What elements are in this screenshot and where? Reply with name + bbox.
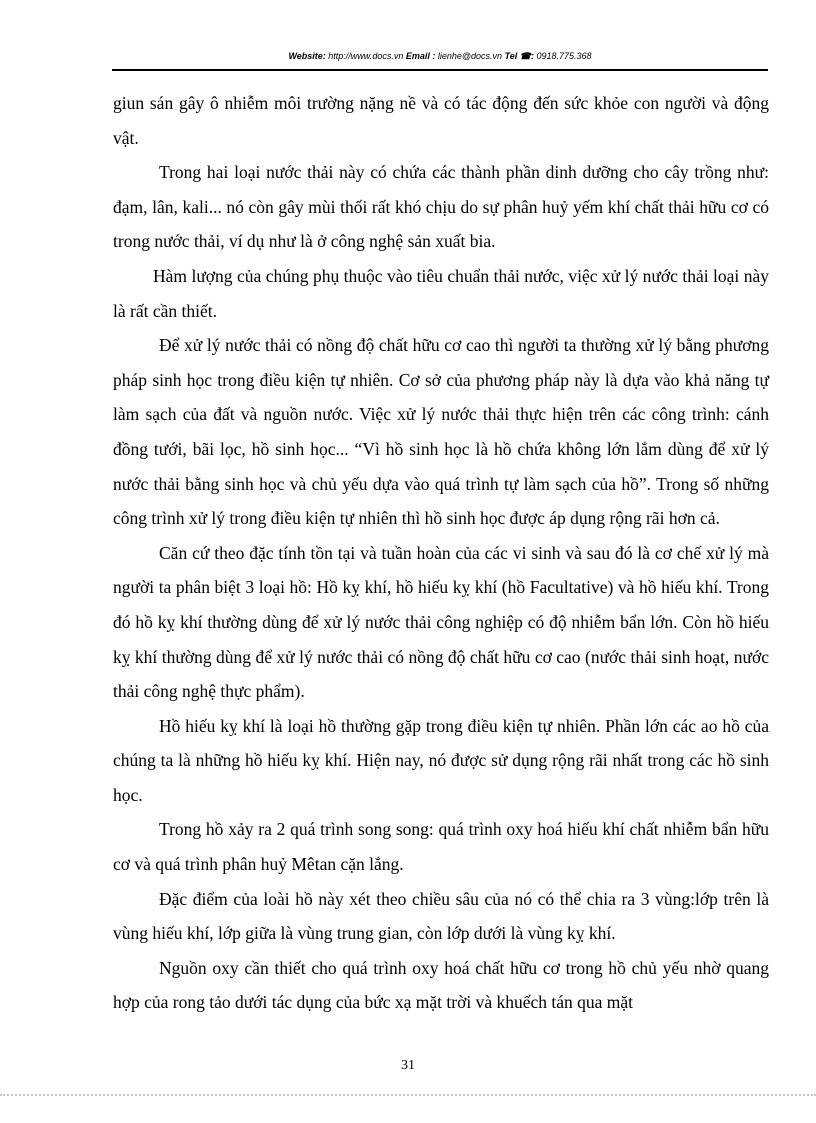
- page-bottom-border: [0, 1094, 816, 1096]
- paragraph: Trong hai loại nước thải này có chứa các thành phần dinh dưỡng cho cây trồng như: đạm, lân, kali... nó còn gây mùi thối rất khó chịu do sự phân huỷ yếm khí chất thải hữu cơ có trong nước thải, ví dụ như là ở công nghệ sản xuất bia.: [113, 162, 769, 252]
- tel-value: 0918.775.368: [536, 51, 592, 61]
- page-header: [112, 47, 768, 71]
- paragraph: Đặc điểm của loài hồ này xét theo chiều sâu của nó có thể chia ra 3 vùng:lớp trên là vùng hiếu khí, lớp giữa là vùng trung gian, còn lớp dưới là vùng kỵ khí.: [113, 888, 769, 944]
- document-body: [113, 86, 769, 1020]
- website-value: http://www.docs.vn: [328, 51, 404, 61]
- paragraph: Hồ hiếu kỵ khí là loại hồ thường gặp trong điều kiện tự nhiên. Phần lớn các ao hồ của chúng ta là những hồ hiếu kỵ khí. Hiện nay, nó được sử dụng rộng rãi nhất trong các hồ sinh học.: [113, 715, 769, 805]
- email-label: Email :: [405, 51, 436, 61]
- tel-label: Tel ☎:: [504, 51, 534, 61]
- website-label: Website:: [288, 51, 326, 61]
- paragraph: Để xử lý nước thải có nồng độ chất hữu cơ cao thì người ta thường xử lý bằng phương pháp sinh học trong điều kiện tự nhiên. Cơ sở của phương pháp này là dựa vào khả năng tự làm sạch của đất và nguồn nước. Việc xử lý nước thải thực hiện trên các công trình: cánh đồng tưới, bãi lọc, hồ sinh học... “Vì hồ sinh học là hồ chứa không lớn lắm dùng để xử lý nước thải bằng sinh học và chủ yếu dựa vào quá trình tự làm sạch của hồ”. Trong số những công trình xử lý trong điều kiện tự nhiên thì hồ sinh học được áp dụng rộng rãi hơn cả.: [113, 335, 769, 529]
- paragraph: Nguồn oxy cần thiết cho quá trình oxy hoá chất hữu cơ trong hồ chủ yếu nhờ quang hợp của rong tảo dưới tác dụng của bức xạ mặt trời và khuếch tán qua mặt: [113, 957, 769, 1013]
- paragraph: giun sán gây ô nhiễm môi trường nặng nề và có tác động đến sức khỏe con người và động vật.: [113, 93, 769, 148]
- paragraph: Trong hồ xảy ra 2 quá trình song song: quá trình oxy hoá hiếu khí chất nhiễm bẩn hữu cơ và quá trình phân huỷ Mêtan cặn lắng.: [113, 819, 769, 875]
- paragraph: Hàm lượng của chúng phụ thuộc vào tiêu chuẩn thải nước, việc xử lý nước thải loại này là rất cần thiết.: [113, 265, 769, 321]
- page-number: 31: [401, 1058, 415, 1073]
- email-value: lienhe@docs.vn: [437, 51, 503, 61]
- paragraph: Căn cứ theo đặc tính tồn tại và tuần hoàn của các vi sinh và sau đó là cơ chế xử lý mà người ta phân biệt 3 loại hồ: Hồ kỵ khí, hồ hiếu kỵ khí (hồ Facultative) và hồ hiếu khí. Trong đó hồ kỵ khí thường dùng để xử lý nước thải công nghiệp có độ nhiễm bẩn lớn. Còn hồ hiếu kỵ khí thường dùng để xử lý nước thải có nồng độ chất hữu cơ cao (nước thải sinh hoạt, nước thải công nghệ thực phẩm).: [113, 542, 769, 702]
